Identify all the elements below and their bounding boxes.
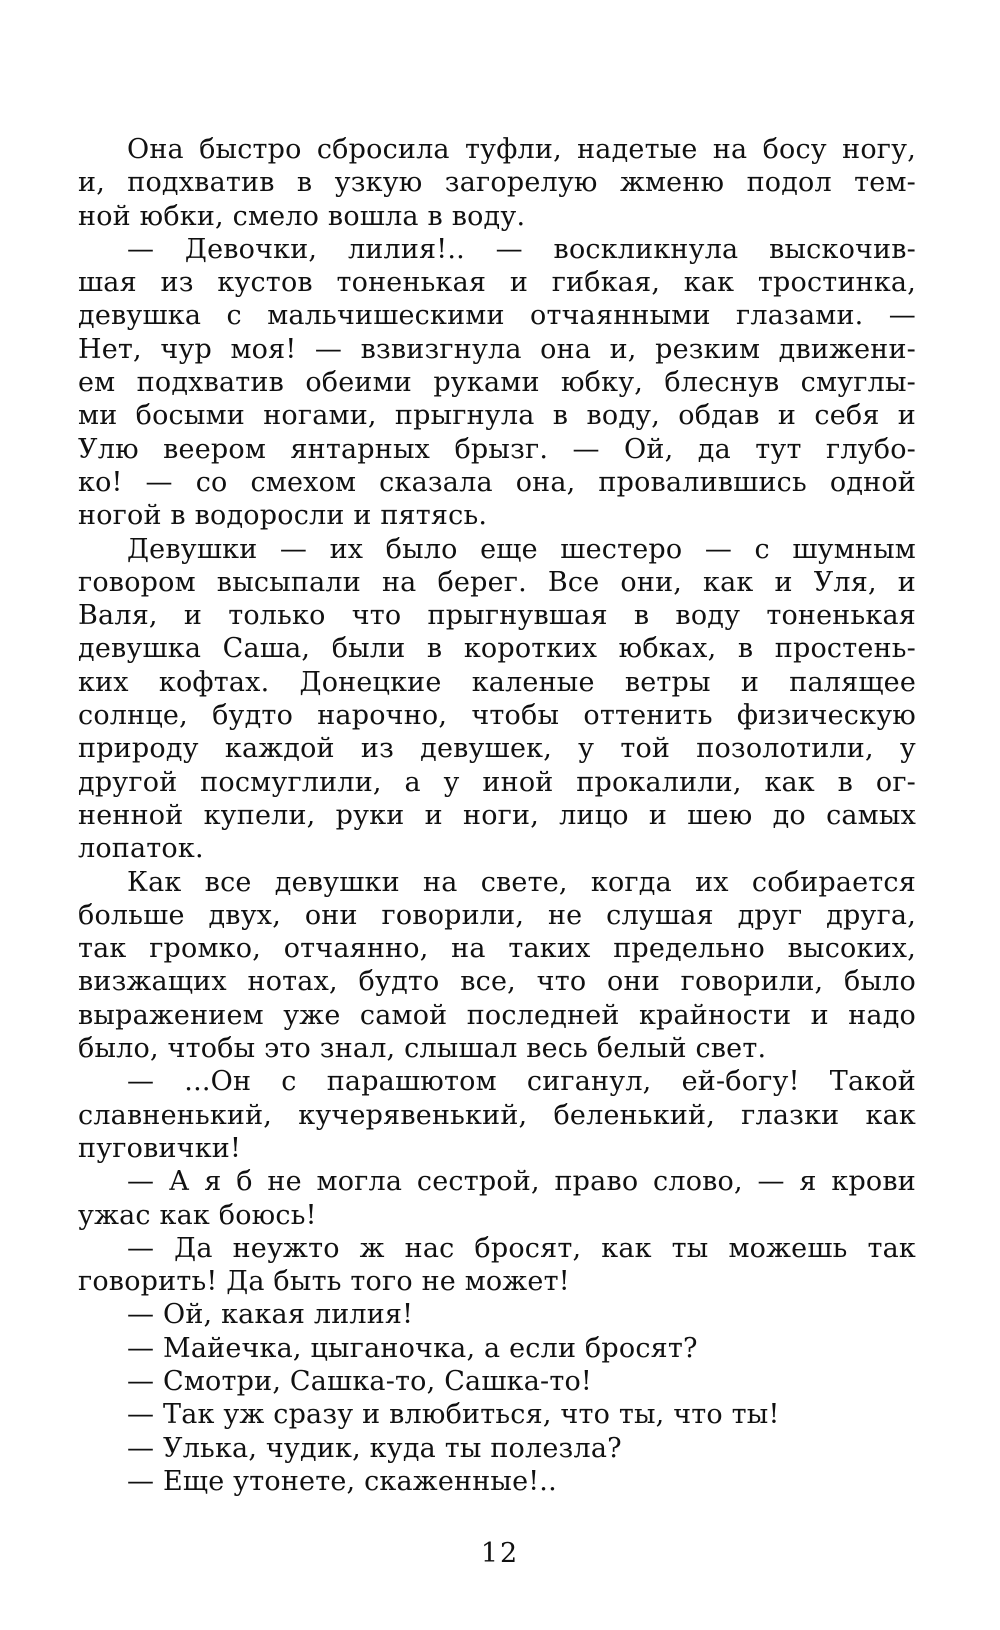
text-line: выражением уже самой последней крайности и надо xyxy=(78,999,916,1031)
text-line: пуговички! xyxy=(78,1132,242,1164)
text-line: — Так уж сразу и влюбиться, что ты, что ты! xyxy=(127,1399,780,1431)
text-line: — Девочки, лилия!.. — воскликнула выскочив- xyxy=(127,233,916,265)
text-line: ем подхватив обеими руками юбку, блеснув смуглы- xyxy=(78,367,916,399)
text-line: девушка Саша, были в коротких юбках, в простень- xyxy=(78,633,916,665)
text-line: больше двух, они говорили, не слушая друг друга, xyxy=(78,899,916,931)
text-line: другой посмуглили, а у иной прокалили, как в ог- xyxy=(78,766,916,798)
text-line: Нет, чур моя! — взвизгнула она и, резким движени- xyxy=(78,333,916,365)
text-line: — Улька, чудик, куда ты полезла? xyxy=(127,1432,622,1464)
text-line: — А я б не могла сестрой, право слово, — я крови xyxy=(127,1166,916,1198)
text-line: так громко, отчаянно, на таких предельно высоких, xyxy=(78,933,916,965)
text-line: было, чтобы это знал, слышал весь белый свет. xyxy=(78,1033,767,1065)
text-line: солнце, будто нарочно, чтобы оттенить физическую xyxy=(78,700,916,732)
body-text xyxy=(78,133,916,1498)
page-number: 12 xyxy=(480,1538,520,1569)
text-line: визжащих нотах, будто все, что они говорили, было xyxy=(78,966,916,998)
text-line: ких кофтах. Донецкие каленые ветры и палящее xyxy=(78,666,916,698)
text-line: Как все девушки на свете, когда их собирается xyxy=(127,866,916,898)
text-line: ненной купели, руки и ноги, лицо и шею до самых xyxy=(78,799,916,831)
text-line: Улю веером янтарных брызг. — Ой, да тут глубо- xyxy=(78,433,916,465)
text-line: — ...Он с парашютом сиганул, ей-богу! Такой xyxy=(127,1066,916,1098)
text-line: — Ой, какая лилия! xyxy=(127,1299,414,1331)
text-line: и, подхватив в узкую загорелую жменю подол тем- xyxy=(78,167,916,199)
text-line: ми босыми ногами, прыгнула в воду, обдав и себя и xyxy=(78,400,916,432)
text-line: славненький, кучерявенький, беленький, глазки как xyxy=(78,1099,916,1131)
text-line: говором высыпали на берег. Все они, как и Уля, и xyxy=(78,566,916,598)
text-line: шая из кустов тоненькая и гибкая, как тростинка, xyxy=(78,267,916,299)
text-line: ногой в водоросли и пятясь. xyxy=(78,500,488,532)
text-line: ной юбки, смело вошла в воду. xyxy=(78,200,526,232)
text-line: ужас как боюсь! xyxy=(78,1199,317,1231)
text-line: — Еще утонете, скаженные!.. xyxy=(127,1465,557,1497)
text-line: природу каждой из девушек, у той позолотили, у xyxy=(78,733,916,765)
text-line: ко! — со смехом сказала она, провалившись одной xyxy=(78,466,916,498)
text-line: — Да неужто ж нас бросят, как ты можешь так xyxy=(127,1232,916,1264)
text-line: Валя, и только что прыгнувшая в воду тоненькая xyxy=(78,600,916,632)
text-line: Девушки — их было еще шестеро — с шумным xyxy=(127,533,916,565)
text-line: девушка с мальчишескими отчаянными глазами. — xyxy=(78,300,916,332)
text-line: лопаток. xyxy=(78,833,204,865)
text-line: говорить! Да быть того не может! xyxy=(78,1266,570,1298)
text-line: Она быстро сбросила туфли, надетые на босу ногу, xyxy=(127,134,916,165)
text-line: — Майечка, цыганочка, а если бросят? xyxy=(127,1332,698,1364)
text-line: — Смотри, Сашка-то, Сашка-то! xyxy=(127,1365,592,1397)
